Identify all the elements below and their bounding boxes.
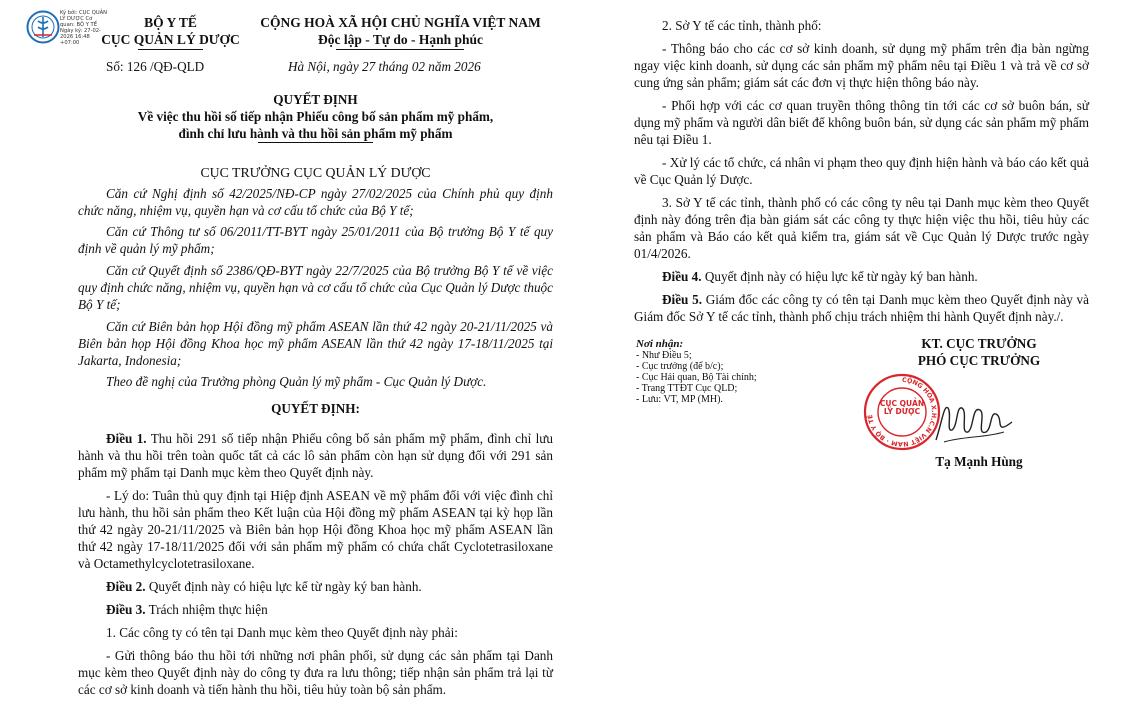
article-5-label: Điều 5. [662,292,702,307]
basis-5: Theo đề nghị của Trưởng phòng Quản lý mỹ phẩm - Cục Quản lý Dược. [106,374,487,389]
articles-right [634,17,1089,325]
subject-underline [258,142,373,143]
article-5 [634,291,1089,325]
decision-subject-line2: đình chỉ lưu hành và thu hồi sản phẩm mỹ phẩm [178,126,453,141]
document-number: Số: 126 /QĐ-QLD [106,59,205,74]
digital-signature-stamp: Ký bởi: CỤC QUẢN LÝ DƯỢC Cơ quan: BỘ Y TẾ Ngày ký: 27-02-2026 16:48 +07:00 [60,10,108,46]
recipient-item: - Lưu: VT, MP (MH). [636,394,723,405]
ministry-name: BỘ Y TẾ [144,15,197,30]
article-3 [78,601,553,618]
article-2-label: Điều 2. [106,579,146,594]
basis-3: Căn cứ Quyết định số 2386/QĐ-BYT ngày 22/7/2025 của Bộ trưởng Bộ Y tế về việc quy định chức năng, nhiệm vụ, quyền hạn và cơ cấu tổ chức của Cục Quản lý Dược thuộc Bộ Y tế; [78,263,553,312]
article-2 [78,578,553,595]
decision-subject-line1: Về việc thu hồi số tiếp nhận Phiếu công bố sản phẩm mỹ phẩm, [137,109,494,124]
article-2-text: Quyết định này có hiệu lực kể từ ngày ký ban hành. [145,579,422,594]
decision-title: QUYẾT ĐỊNH [273,92,358,107]
place-date: Hà Nội, ngày 27 tháng 02 năm 2026 [288,59,481,74]
signature-title-2: PHÓ CỤC TRƯỞNG [917,353,1041,368]
basis-1: Căn cứ Nghị định số 42/2025/NĐ-CP ngày 27/02/2025 của Chính phủ quy định chức năng, nhiệm vụ, quyền hạn và cơ cấu tổ chức của Bộ Y tế; [78,186,553,218]
basis-2: Căn cứ Thông tư số 06/2011/TT-BYT ngày 25/01/2011 của Bộ trưởng Bộ Y tế quy định về quản lý mỹ phẩm; [78,224,553,256]
articles-left [78,430,553,698]
article-4 [634,268,1089,285]
decide-heading: QUYẾT ĐỊNH: [271,401,360,416]
article-4-label: Điều 4. [662,269,702,284]
motto-underline [336,49,464,50]
article-3-item-2b: - Phối hợp với các cơ quan truyền thông thông tin tới các cơ sở buôn bán, sử dụng mỹ phẩm và người dân biết để không buôn bán, sử dụng các sản phẩm mỹ phẩm nêu tại Điều 1. [634,98,1089,147]
nation-name: CỘNG HOÀ XÃ HỘI CHỦ NGHĨA VIỆT NAM [260,15,541,30]
seal-text: CỤC QUẢN LÝ DƯỢC [879,399,925,416]
article-4-text: Quyết định này có hiệu lực kể từ ngày ký ban hành. [701,269,978,284]
signature-title-1: KT. CỤC TRƯỞNG [921,336,1037,351]
handwritten-signature-icon [934,392,1014,452]
recipients-heading: Nơi nhận: [636,338,684,350]
article-1-label: Điều 1. [106,431,147,446]
agency-underline [138,49,203,50]
ministry-logo-icon [26,10,60,44]
agency-name: CỤC QUẢN LÝ DƯỢC [101,32,240,47]
basis-4: Căn cứ Biên bản họp Hội đồng mỹ phẩm ASEAN lần thứ 42 ngày 20-21/11/2025 và Biên bản họp Hội đồng Khoa học mỹ phẩm ASEAN lần thứ 42 ngày 17-18/11/2025 tại Jakarta, Indonesia; [78,319,553,368]
recipients-block [636,339,836,405]
article-1-reason: - Lý do: Tuân thủ quy định tại Hiệp định ASEAN về mỹ phẩm đối với việc đình chỉ lưu hành, thu hồi sản phẩm theo Kết luận của Hội đồng mỹ phẩm ASEAN tại kỳ họp lần thứ 42 ngày 20-21/11/2025 và Biên bản họp Hội đồng Khoa học mỹ phẩm ASEAN lần thứ 42 ngày 17-18/11/2025 đối với sản phẩm mỹ phẩm có chứa chất Cyclotetrasiloxane và Octamethylcyclotetrasiloxane. [78,488,553,571]
recipient-item: - Cục trưởng (để b/c); [636,361,724,372]
article-1 [78,430,553,481]
article-3-item-1a: - Gửi thông báo thu hồi tới những nơi phân phối, sử dụng các sản phẩm tại Danh mục kèm theo Quyết định này do công ty đưa ra lưu thông; tiếp nhận sản phẩm trả lại từ các cơ sở kinh doanh và tiến hành thu hồi, tiêu hủy toàn bộ sản phẩm. [78,648,553,697]
article-3-item-1: 1. Các công ty có tên tại Danh mục kèm theo Quyết định này phải: [106,625,458,640]
signer-name: Tạ Mạnh Hùng [935,454,1023,469]
recipient-item: - Như Điều 5; [636,350,692,361]
recipient-item: - Trang TTĐT Cục QLD; [636,383,738,394]
article-3-item-2: 2. Sở Y tế các tỉnh, thành phố: [662,18,822,33]
article-5-text: Giám đốc các công ty có tên tại Danh mục kèm theo Quyết định này và Giám đốc Sở Y tế các tỉnh, thành phố chịu trách nhiệm thi hành Quyết định này./. [634,292,1090,324]
article-1-text: Thu hồi 291 số tiếp nhận Phiếu công bố sản phẩm mỹ phẩm, đình chỉ lưu hành và thu hồi trên toàn quốc tất cả các lô sản phẩm còn hạn sử dụng đối với 291 sản phẩm mỹ phẩm tại Danh mục kèm theo Quyết định này. [78,431,553,480]
article-3-item-3: 3. Sở Y tế các tỉnh, thành phố có các công ty nêu tại Danh mục kèm theo Quyết định này đóng trên địa bàn giám sát các công ty thực hiện việc thu hồi, tiêu hủy các sản phẩm và Báo cáo kết quả kiểm tra, giám sát về Cục Quản lý Dược trước ngày 01/4/2026. [634,195,1089,261]
recipient-item: - Cục Hải quan, Bộ Tài chính; [636,372,757,383]
svg-text:CỘNG HÒA X.H.C.N VIỆT NAM · BỘ: CỘNG HÒA X.H.C.N VIỆT NAM · BỘ Y TẾ [867,376,938,448]
article-3-label: Điều 3. [106,602,146,617]
legal-bases [78,185,553,390]
article-3-item-2c: - Xử lý các tổ chức, cá nhân vi phạm theo quy định hiện hành và báo cáo kết quả về Cục Quản lý Dược. [634,155,1089,187]
authority-title: CỤC TRƯỞNG CỤC QUẢN LÝ DƯỢC [200,165,431,180]
national-motto: Độc lập - Tự do - Hạnh phúc [317,32,484,47]
article-3-text: Trách nhiệm thực hiện [145,602,268,617]
article-3-item-2a: - Thông báo cho các cơ sở kinh doanh, sử dụng mỹ phẩm trên địa bàn ngừng ngay việc kinh doanh, sử dụng các sản phẩm mỹ phẩm nêu tại Điều 1 và trả về cơ sở cung ứng sản phẩm; giám sát các đơn vị thực hiện thông báo này. [634,41,1089,90]
